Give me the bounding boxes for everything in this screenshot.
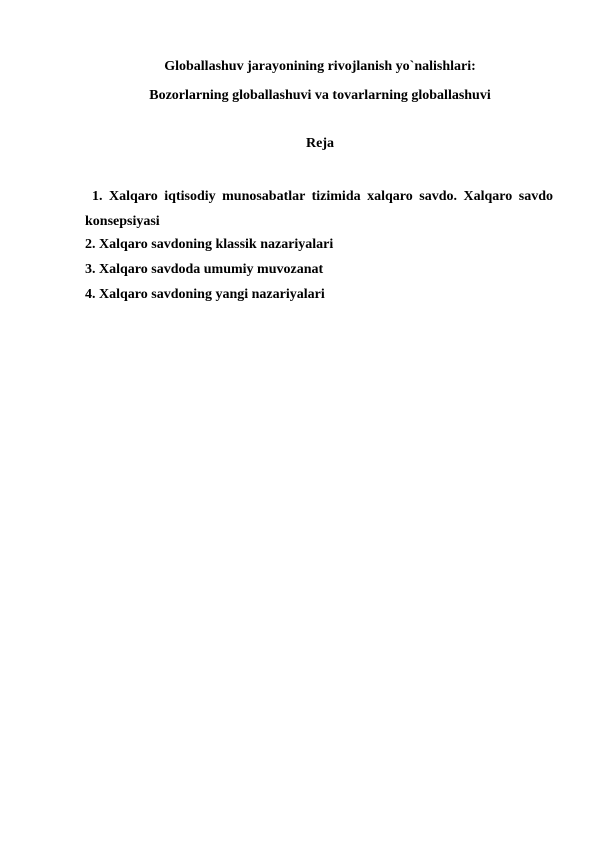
plan-item-3: 3. Xalqaro savdoda umumiy muvozanat — [85, 262, 324, 277]
title-line-2: Bozorlarning globallashuvi va tovarlarning globallashuvi — [149, 88, 491, 103]
plan-item-4: 4. Xalqaro savdoning yangi nazariyalari — [85, 287, 325, 302]
plan-heading: Reja — [306, 136, 334, 151]
plan-item-1: 1. Xalqaro iqtisodiy munosabatlar tizimida xalqaro savdo. Xalqaro savdo konsepsiyasi — [85, 189, 553, 229]
plan-item-2: 2. Xalqaro savdoning klassik nazariyalari — [85, 237, 334, 252]
title-line-1: Globallashuv jarayonining rivojlanish yo`nalishlari: — [164, 59, 476, 74]
